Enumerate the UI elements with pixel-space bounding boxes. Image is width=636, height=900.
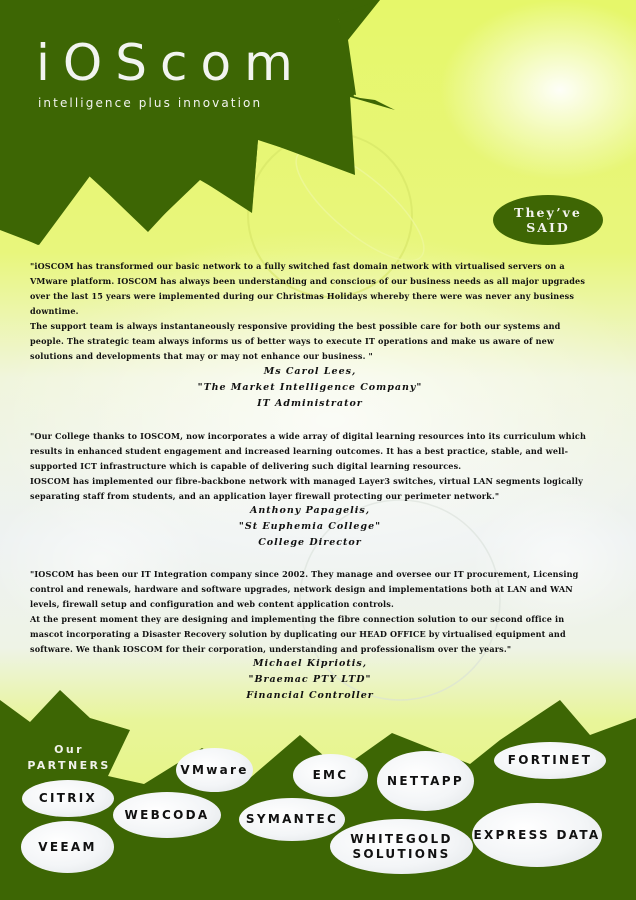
partner-symantec[interactable]: [239, 798, 345, 841]
author-role: IT Administrator: [257, 398, 363, 409]
testimonial-paragraph: The support team is always instantaneously responsive providing the best possible care for both our systems and people. The strategic team always informs us of better ways to execute IT operations and make us aware of new solutions and developments that may or may not enhance our business. ": [30, 321, 561, 361]
partner-express-data[interactable]: [472, 803, 602, 867]
partner-citrix[interactable]: [22, 780, 114, 817]
badge-line2: SAID: [526, 220, 570, 235]
author-name: Anthony Papagelis,: [249, 505, 371, 516]
author-company: "The Market Intelligence Company": [197, 382, 423, 393]
testimonial-3-attribution: [120, 656, 500, 704]
author-role: College Director: [258, 537, 362, 548]
testimonial-paragraph: "IOSCOM has been our IT Integration company since 2002. They manage and oversee our IT procurement, Licensing control and renewals, hardware and software upgrades, network design and implementations both at LAN and WAN levels, firewall setup and configuration and web content application controls.: [30, 569, 579, 609]
partner-label: WEBCODA: [124, 807, 210, 822]
partner-emc[interactable]: [293, 754, 368, 797]
partners-heading: [27, 742, 111, 774]
author-name: Ms Carol Lees,: [263, 366, 357, 377]
testimonial-paragraph: "Our College thanks to IOSCOM, now incorporates a wide array of digital learning resources into its curriculum which results in enhanced student engagement and increased learning outcomes. It has a best practice, stable, and well-supported ICT infrastructure which is capable of delivering such digital learning resources.: [30, 431, 587, 471]
badge-line1: They’ve: [514, 205, 582, 220]
brand-logo: iOScom: [36, 34, 306, 92]
partner-nettapp[interactable]: [377, 751, 474, 811]
partner-label: FORTINET: [507, 753, 593, 767]
author-company: "Braemac PTY LTD": [248, 674, 372, 685]
author-name: Michael Kipriotis,: [252, 658, 368, 669]
testimonial-1: [30, 259, 590, 364]
partner-webcoda[interactable]: [113, 792, 221, 838]
testimonial-2: [30, 429, 590, 504]
testimonial-1-attribution: [120, 364, 500, 412]
testimonial-paragraph: At the present moment they are designing and implementing the fibre connection solution to our second office in mascot incorporating a Disaster Recovery solution by duplicating our HEAD OFFICE by virtualised equipment and software. We thank IOSCOM for their corporation, understanding and professionalism over the years.": [30, 614, 566, 654]
testimonial-3: [30, 567, 590, 657]
partner-label: EXPRESS DATA: [473, 827, 601, 842]
author-role: Financial Controller: [246, 690, 374, 701]
partners-heading-line1: Our: [54, 743, 84, 756]
partner-label: NETTAPP: [387, 773, 464, 788]
partner-vmware[interactable]: [176, 748, 253, 792]
partner-label: VEEAM: [38, 839, 97, 854]
partner-fortinet[interactable]: [494, 742, 606, 779]
partner-label: WHITEGOLD SOLUTIONS: [350, 831, 453, 861]
partner-label: CITRIX: [38, 791, 98, 805]
partner-veeam[interactable]: [21, 821, 114, 873]
theyve-said-badge: [493, 195, 603, 245]
partner-whitegold-solutions[interactable]: [330, 819, 473, 874]
partners-heading-line2: PARTNERS: [27, 759, 111, 772]
partner-label: SYMANTEC: [245, 812, 339, 826]
brand-tagline: intelligence plus innovation: [38, 96, 263, 110]
testimonial-paragraph: IOSCOM has implemented our fibre-backbone network with managed Layer3 switches, virtual LAN segments logically separating staff from students, and an application layer firewall protecting our perimeter network.": [30, 476, 583, 501]
partner-label: EMC: [312, 768, 349, 782]
partner-label: VMware: [180, 762, 249, 777]
testimonial-2-attribution: [120, 503, 500, 551]
testimonial-paragraph: "iOSCOM has transformed our basic network to a fully switched fast domain network with virtualised servers on a VMware platform. IOSCOM has always been understanding and conscious of our business needs as all major upgrades over the last 15 years were implemented during our Christmas Holidays whereby there were was never any business downtime.: [30, 261, 586, 316]
author-company: "St Euphemia College": [238, 521, 382, 532]
